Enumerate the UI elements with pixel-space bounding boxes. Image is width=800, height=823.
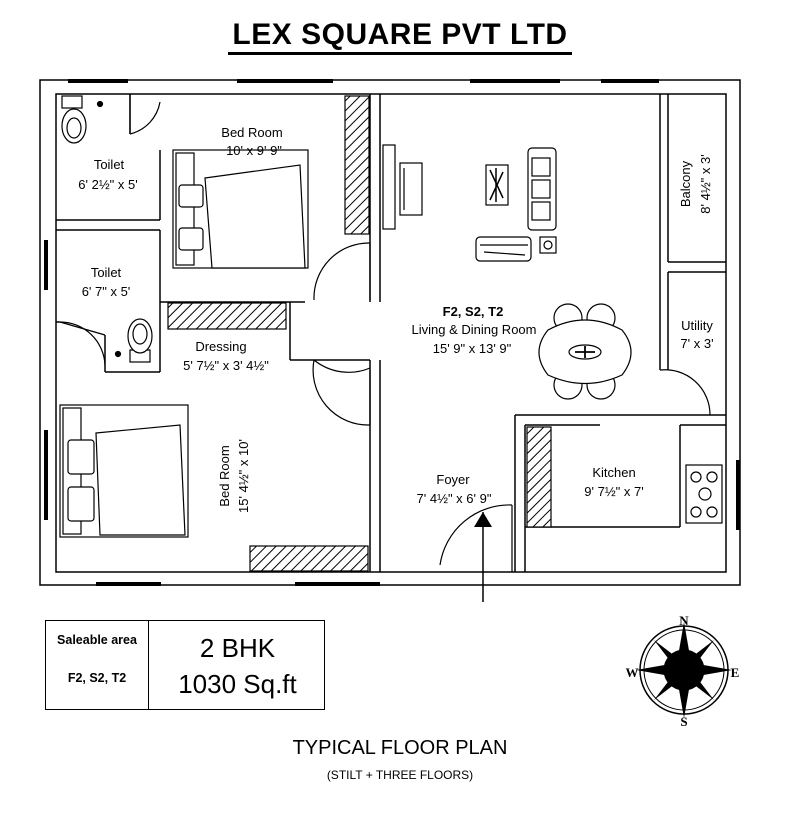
dressing-name: Dressing <box>195 339 247 354</box>
balcony-name: Balcony <box>678 160 693 208</box>
toilet-2-size: 6' 7" x 5' <box>81 284 131 299</box>
saleable-area-table <box>45 620 325 710</box>
toilet-fixtures <box>62 96 152 362</box>
kitchen-name: Kitchen <box>592 465 636 480</box>
bed-room-1-size: 10' x 9' 9" <box>226 143 282 158</box>
bed-room-2-name: Bed Room <box>217 445 232 507</box>
compass-w: W <box>625 665 639 680</box>
compass-rose <box>636 622 732 718</box>
footer-subtitle: (STILT + THREE FLOORS) <box>326 768 474 782</box>
dressing-size: 5' 7½" x 3' 4½" <box>183 358 269 373</box>
bed-1 <box>173 150 308 268</box>
bed-2 <box>60 405 188 537</box>
toilet-1-size: 6' 2½" x 5' <box>78 177 138 192</box>
tv-unit <box>383 145 422 229</box>
company-title-text: LEX SQUARE PVT LTD <box>228 18 571 55</box>
sofa-set <box>476 148 556 261</box>
living-unit: F2, S2, T2 <box>442 304 504 319</box>
kitchen-size: 9' 7½" x 7' <box>584 484 644 499</box>
bed-room-1-name: Bed Room <box>221 125 283 140</box>
compass-n: N <box>679 613 689 628</box>
living-name: Living & Dining Room <box>411 322 537 337</box>
toilet-1-name: Toilet <box>93 157 125 172</box>
utility-name: Utility <box>681 318 713 333</box>
living-size: 15' 9" x 13' 9" <box>432 341 512 356</box>
saleable-area-type: 2 BHK <box>199 633 276 663</box>
dining-set <box>539 304 631 399</box>
saleable-area-label: Saleable area <box>57 633 137 647</box>
foyer-name: Foyer <box>436 472 470 487</box>
compass-s: S <box>680 714 688 729</box>
stove <box>686 465 722 523</box>
toilet-2-name: Toilet <box>90 265 122 280</box>
bed-room-2-size: 15' 4½" x 10' <box>236 439 251 513</box>
balcony-size: 8' 4½" x 3' <box>698 154 713 214</box>
entry-arrow <box>474 512 492 602</box>
saleable-area-left-cell <box>46 621 149 709</box>
footer-title: TYPICAL FLOOR PLAN <box>292 737 508 759</box>
utility-size: 7' x 3' <box>680 336 714 351</box>
saleable-area-value: 1030 Sq.ft <box>178 669 297 699</box>
compass-e: E <box>730 665 740 680</box>
foyer-size: 7' 4½" x 6' 9" <box>416 491 492 506</box>
saleable-area-units: F2, S2, T2 <box>67 671 127 685</box>
